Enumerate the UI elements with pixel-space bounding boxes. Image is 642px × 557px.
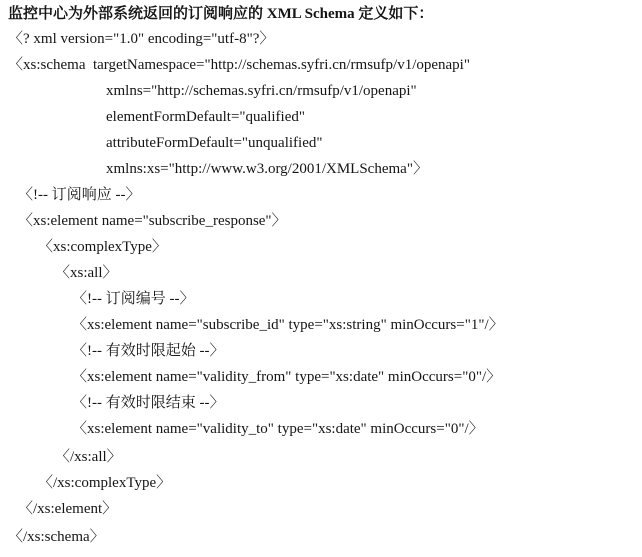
element-validity-from: 〈xs:element name="validity_from" type="xs:date" minOccurs="0"/〉 bbox=[72, 369, 502, 385]
all-close: 〈/xs:all〉 bbox=[55, 449, 122, 465]
complextype-open: 〈xs:complexType〉 bbox=[38, 239, 167, 255]
element-validity-to: 〈xs:element name="validity_to" type="xs:date" minOccurs="0"/〉 bbox=[72, 421, 484, 437]
intro-text: 监控中心为外部系统返回的订阅响应的 XML Schema 定义如下： bbox=[8, 6, 434, 22]
schema-xmlns-attr: xmlns="http://schemas.syfri.cn/rmsufp/v1/openapi" bbox=[106, 83, 417, 99]
element-subscribe-id: 〈xs:element name="subscribe_id" type="xs:string" minOccurs="1"/〉 bbox=[72, 317, 504, 333]
schema-close-tag: 〈/xs:schema〉 bbox=[8, 529, 105, 545]
comment-validity-to: 〈!-- 有效时限结束 --〉 bbox=[72, 395, 225, 411]
schema-attribute-form-attr: attributeFormDefault="unqualified" bbox=[106, 135, 323, 151]
all-open: 〈xs:all〉 bbox=[55, 265, 118, 281]
element-subscribe-response-open: 〈xs:element name="subscribe_response"〉 bbox=[18, 213, 287, 229]
schema-element-form-attr: elementFormDefault="qualified" bbox=[106, 109, 305, 125]
comment-subscribe-response: 〈!-- 订阅响应 --〉 bbox=[18, 187, 141, 203]
complextype-close: 〈/xs:complexType〉 bbox=[38, 475, 172, 491]
element-subscribe-response-close: 〈/xs:element〉 bbox=[18, 501, 118, 517]
schema-xmlns-xs-attr: xmlns:xs="http://www.w3.org/2001/XMLSchema"〉 bbox=[106, 161, 428, 177]
xml-declaration: 〈? xml version="1.0" encoding="utf-8"?〉 bbox=[8, 31, 275, 47]
comment-subscribe-id: 〈!-- 订阅编号 --〉 bbox=[72, 291, 195, 307]
comment-validity-from: 〈!-- 有效时限起始 --〉 bbox=[72, 343, 225, 359]
schema-open-tag: 〈xs:schema targetNamespace="http://schemas.syfri.cn/rmsufp/v1/openapi" bbox=[8, 57, 470, 73]
